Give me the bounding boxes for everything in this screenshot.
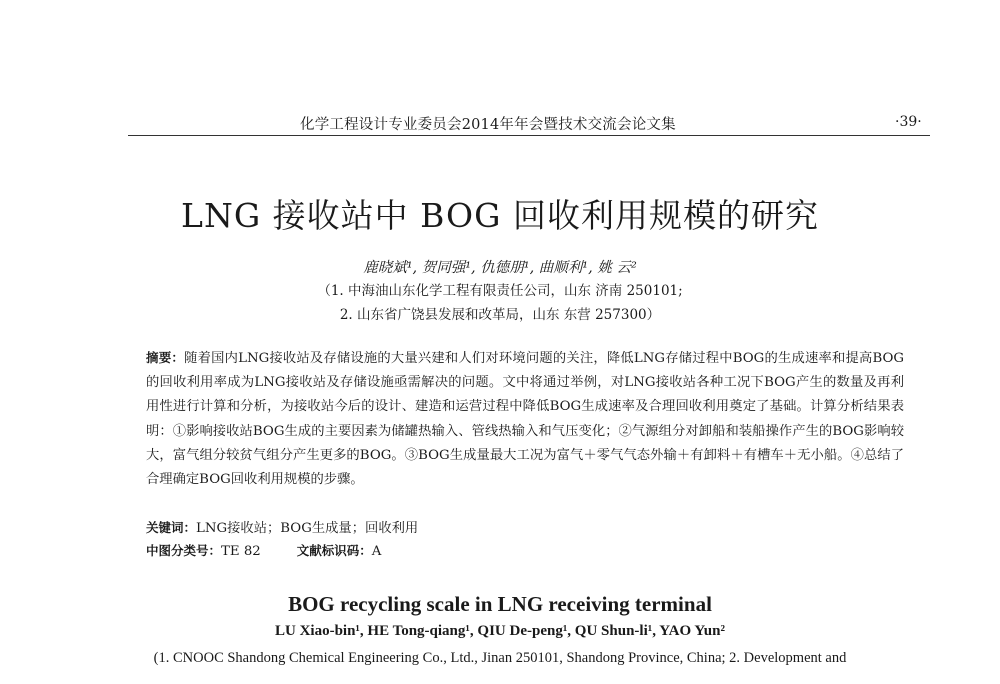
doc-code-value: A — [371, 544, 382, 559]
abstract-text: 随着国内LNG接收站及存储设施的大量兴建和人们对环境问题的关注，降低LNG存储过程中BOG的生成速率和提高BOG的回收利用率成为LNG接收站及存储设施亟需解决的问题。文中将通过举例，对LNG接收站各种工况下BOG产生的数量及再利用性进行计算和分析，为接收站今后的设计、建造和运营过程中降低BOG生成速率及合理回收利用奠定了基础。计算分析结果表明：①影响接收站BOG生成的主要因素为储罐热输入、管线热输入和气压变化；②气源组分对卸船和装船操作产生的BOG影响较大，富气组分较贫气组分产生更多的BOG。③BOG生成量最大工况为富气＋零气气态外输＋有卸料＋有槽车＋无小船。④总结了合理确定BOG回收利用规模的步骤。 — [146, 351, 904, 488]
clc-label: 中图分类号： — [146, 543, 222, 558]
authors-cn: 鹿晓斌¹, 贺同强¹, 仇德朋¹, 曲顺利¹, 姚 云² — [363, 260, 637, 276]
affiliation-cn-line-2: 2. 山东省广饶县发展和改革局，山东 东营 257300） — [339, 307, 661, 323]
paper-title-cn: LNG 接收站中 BOG 回收利用规模的研究 — [181, 196, 819, 235]
keywords-text: LNG接收站；BOG生成量；回收利用 — [196, 521, 419, 536]
page-number: ·39· — [895, 114, 922, 130]
affiliation-cn-line-1: （1. 中海油山东化学工程有限责任公司，山东 济南 250101; — [317, 283, 683, 299]
running-head: 化学工程设计专业委员会2014年年会暨技术交流会论文集 — [300, 117, 676, 133]
doc-code-label: 文献标识码： — [296, 543, 372, 558]
clc-value: TE 82 — [221, 544, 261, 559]
authors-en: LU Xiao-bin¹, HE Tong-qiang¹, QIU De-peng¹, QU Shun-li¹, YAO Yun² — [275, 623, 725, 639]
keywords-label: 关键词： — [146, 520, 197, 535]
paper-title-en: BOG recycling scale in LNG receiving terminal — [288, 592, 712, 616]
keywords-line — [146, 517, 418, 536]
abstract — [146, 346, 904, 492]
affiliation-en-line-1: (1. CNOOC Shandong Chemical Engineering Co., Ltd., Jinan 250101, Shandong Province, China; 2. Development and — [153, 650, 847, 666]
abstract-label: 摘要： — [146, 350, 185, 365]
header-rule — [128, 135, 930, 136]
classification-line — [146, 541, 381, 559]
